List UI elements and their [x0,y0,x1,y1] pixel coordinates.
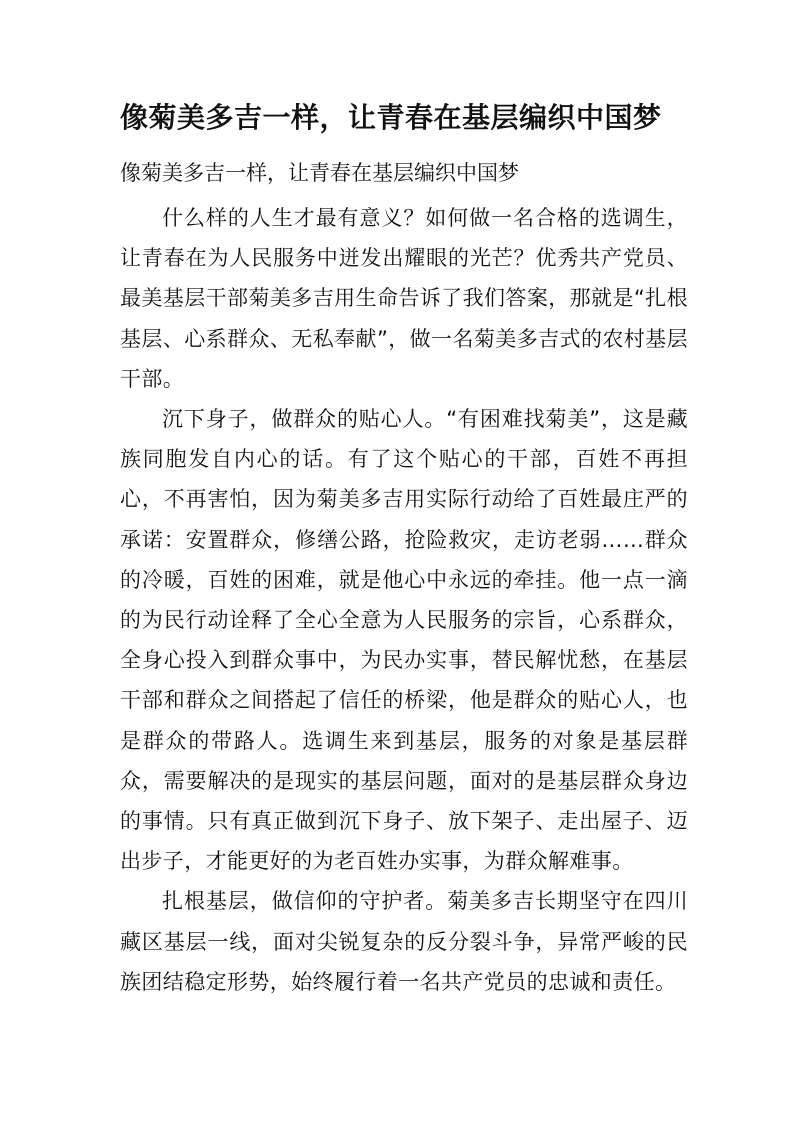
document-body [120,198,688,1002]
paragraph-2: 沉下身子，做群众的贴心人。“有困难找菊美”，这是藏族同胞发自内心的话。有了这个贴心的干部，百姓不再担心，不再害怕，因为菊美多吉用实际行动给了百姓最庄严的承诺：安置群众，修缮公路，抢险救灾，走访老弱……群众的冷暖，百姓的困难，就是他心中永远的牵挂。他一点一滴的为民行动诠释了全心全意为人民服务的宗旨，心系群众，全身心投入到群众事中，为民办实事，替民解忧愁，在基层干部和群众之间搭起了信任的桥梁，他是群众的贴心人，也是群众的带路人。选调生来到基层，服务的对象是基层群众，需要解决的是现实的基层问题，面对的是基层群众身边的事情。只有真正做到沉下身子、放下架子、走出屋子、迈出步子，才能更好的为老百姓办实事，为群众解难事。 [120,407,688,874]
paragraph-1: 什么样的人生才最有意义？如何做一名合格的选调生，让青春在为人民服务中迸发出耀眼的光芒？优秀共产党员、最美基层干部菊美多吉用生命告诉了我们答案，那就是“扎根基层、心系群众、无私奉献”，做一名菊美多吉式的农村基层干部。 [120,206,688,391]
paragraph-3: 扎根基层，做信仰的守护者。菊美多吉长期坚守在四川藏区基层一线，面对尖锐复杂的反分裂斗争，异常严峻的民族团结稳定形势，始终履行着一名共产党员的忠诚和责任。 [120,889,688,994]
document-title: 像菊美多吉一样，让青春在基层编织中国梦 [120,101,662,134]
document-subtitle: 像菊美多吉一样，让青春在基层编织中国梦 [120,161,519,185]
